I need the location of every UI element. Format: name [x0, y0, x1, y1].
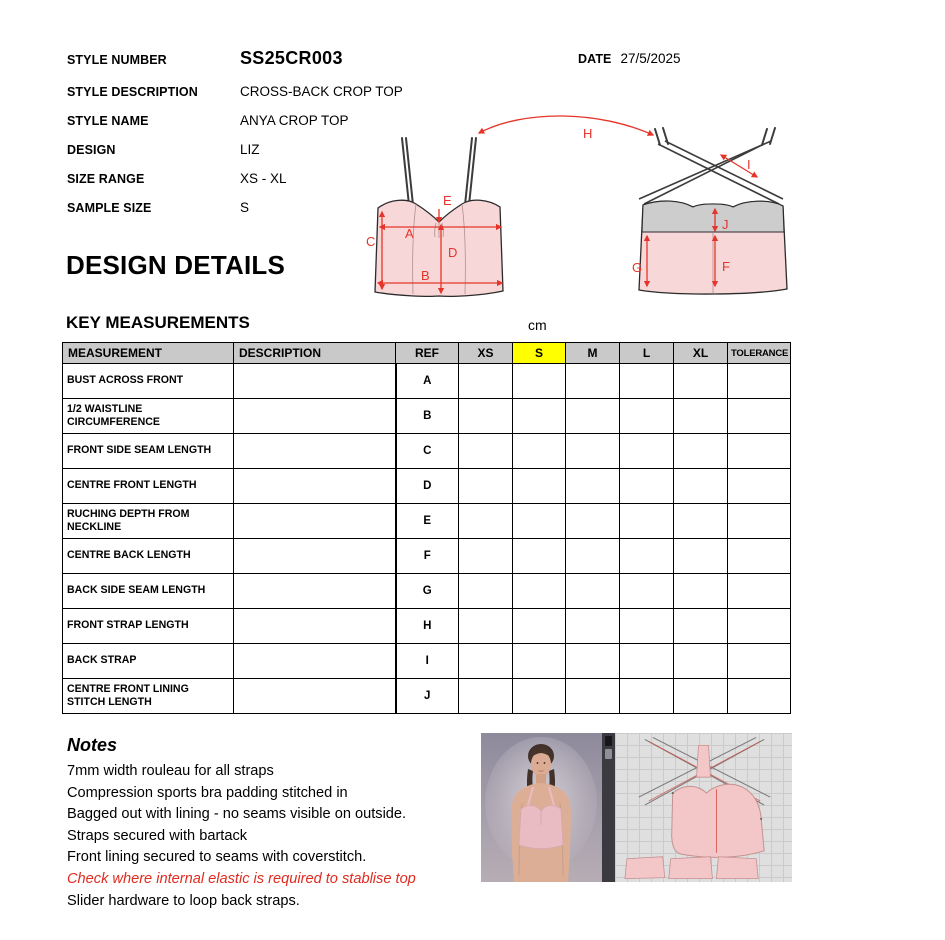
- ref-cell: J: [396, 679, 459, 714]
- col-description: DESCRIPTION: [234, 343, 396, 364]
- size-cell-xl[interactable]: [674, 399, 728, 434]
- size-cell-xs[interactable]: [459, 364, 513, 399]
- size-cell-xl[interactable]: [674, 469, 728, 504]
- size-cell-l[interactable]: [620, 679, 674, 714]
- size-cell-l[interactable]: [620, 539, 674, 574]
- tolerance-cell[interactable]: [728, 434, 791, 469]
- design-value: LIZ: [240, 142, 260, 157]
- avatar-3d-render: [481, 733, 602, 882]
- size-cell-l[interactable]: [620, 609, 674, 644]
- ref-cell: A: [396, 364, 459, 399]
- flats-svg: [355, 105, 800, 305]
- tolerance-cell[interactable]: [728, 609, 791, 644]
- design-label: DESIGN: [67, 143, 116, 157]
- flat-label-h: H: [583, 126, 593, 141]
- col-tolerance: TOLERANCE: [728, 343, 791, 364]
- measurement-name: CENTRE FRONT LINING STITCH LENGTH: [63, 679, 234, 714]
- size-cell-m[interactable]: [566, 469, 620, 504]
- size-cell-l[interactable]: [620, 469, 674, 504]
- style-description-label: STYLE DESCRIPTION: [67, 85, 198, 99]
- measurement-unit: cm: [528, 317, 547, 333]
- field-design: [67, 142, 260, 157]
- notes-title: Notes: [67, 735, 118, 755]
- field-size-range: [67, 171, 287, 186]
- col-measurement: MEASUREMENT: [63, 343, 234, 364]
- size-cell-s[interactable]: [513, 539, 566, 574]
- ref-cell: G: [396, 574, 459, 609]
- description-cell[interactable]: [234, 364, 396, 399]
- ref-cell: I: [396, 644, 459, 679]
- measurement-name: BACK SIDE SEAM LENGTH: [63, 574, 234, 609]
- tolerance-cell[interactable]: [728, 679, 791, 714]
- size-cell-xl[interactable]: [674, 574, 728, 609]
- render-3d-panel: [481, 733, 602, 882]
- table-row: [63, 574, 791, 609]
- field-sample-size: [67, 200, 249, 215]
- measurement-name: 1/2 WAISTLINE CIRCUMFERENCE: [63, 399, 234, 434]
- ref-cell: F: [396, 539, 459, 574]
- size-cell-s[interactable]: [513, 469, 566, 504]
- toolbar-tool-icon[interactable]: [605, 749, 612, 759]
- note-line-warning: Check where internal elastic is required to stablise top: [67, 870, 416, 887]
- flat-label-j: J: [722, 217, 729, 232]
- flat-label-f: F: [722, 259, 730, 274]
- size-cell-xs[interactable]: [459, 644, 513, 679]
- measurement-name: FRONT STRAP LENGTH: [63, 609, 234, 644]
- measurement-name: BUST ACROSS FRONT: [63, 364, 234, 399]
- description-cell[interactable]: [234, 434, 396, 469]
- style-name-label: STYLE NAME: [67, 114, 149, 128]
- size-cell-xs[interactable]: [459, 399, 513, 434]
- key-measurements-title: KEY MEASUREMENTS: [66, 313, 250, 332]
- notes-section: [67, 735, 477, 912]
- style-description-value: CROSS-BACK CROP TOP: [240, 84, 403, 99]
- size-cell-s[interactable]: [513, 609, 566, 644]
- tolerance-cell[interactable]: [728, 504, 791, 539]
- size-range-value: XS - XL: [240, 171, 287, 186]
- size-cell-xl[interactable]: [674, 434, 728, 469]
- ref-cell: B: [396, 399, 459, 434]
- description-cell[interactable]: [234, 399, 396, 434]
- size-cell-l[interactable]: [620, 364, 674, 399]
- style-name-value: ANYA CROP TOP: [240, 113, 349, 128]
- note-line: 7mm width rouleau for all straps: [67, 763, 274, 779]
- flat-label-i: I: [747, 157, 751, 172]
- flat-label-c: C: [366, 234, 376, 249]
- note-line: Front lining secured to seams with coverstitch.: [67, 849, 367, 866]
- size-cell-m[interactable]: [566, 364, 620, 399]
- size-cell-m[interactable]: [566, 399, 620, 434]
- garment-flat-sketches: [355, 105, 800, 305]
- description-cell[interactable]: [234, 609, 396, 644]
- size-cell-xs[interactable]: [459, 469, 513, 504]
- flat-label-g: G: [632, 260, 643, 275]
- tolerance-cell[interactable]: [728, 539, 791, 574]
- table-row: [63, 434, 791, 469]
- field-style-name: [67, 113, 349, 128]
- description-cell[interactable]: [234, 469, 396, 504]
- toolbar-zipper-icon[interactable]: [605, 736, 612, 746]
- back-view-flat: [639, 128, 787, 294]
- flat-label-b: B: [421, 268, 430, 283]
- table-row: [63, 469, 791, 504]
- description-cell[interactable]: [234, 574, 396, 609]
- col-l: L: [620, 343, 674, 364]
- size-cell-s[interactable]: [513, 574, 566, 609]
- size-cell-s[interactable]: [513, 434, 566, 469]
- size-cell-s[interactable]: [513, 364, 566, 399]
- size-cell-s[interactable]: [513, 679, 566, 714]
- table-row: [63, 364, 791, 399]
- table-row: [63, 539, 791, 574]
- size-cell-l[interactable]: [620, 574, 674, 609]
- size-cell-xl[interactable]: [674, 679, 728, 714]
- table-row: [63, 609, 791, 644]
- sample-size-value: S: [240, 200, 250, 215]
- size-cell-m[interactable]: [566, 574, 620, 609]
- date-label: DATE: [578, 52, 612, 66]
- col-xs: XS: [459, 343, 513, 364]
- size-cell-m[interactable]: [566, 679, 620, 714]
- size-cell-s[interactable]: [513, 399, 566, 434]
- description-cell[interactable]: [234, 679, 396, 714]
- pattern-pieces: [615, 733, 792, 882]
- page-title: DESIGN DETAILS: [66, 250, 286, 280]
- size-cell-xl[interactable]: [674, 644, 728, 679]
- size-cell-xs[interactable]: [459, 679, 513, 714]
- field-date: [578, 51, 681, 66]
- size-cell-xs[interactable]: [459, 609, 513, 644]
- size-cell-m[interactable]: [566, 504, 620, 539]
- col-m: M: [566, 343, 620, 364]
- size-cell-m[interactable]: [566, 539, 620, 574]
- measurement-name: CENTRE BACK LENGTH: [63, 539, 234, 574]
- ref-cell: D: [396, 469, 459, 504]
- size-cell-xs[interactable]: [459, 539, 513, 574]
- ref-cell: C: [396, 434, 459, 469]
- measurement-name: CENTRE FRONT LENGTH: [63, 469, 234, 504]
- date-value: 27/5/2025: [620, 51, 681, 66]
- note-line: Compression sports bra padding stitched in: [67, 784, 348, 801]
- size-cell-m[interactable]: [566, 434, 620, 469]
- style-number-label: STYLE NUMBER: [67, 53, 167, 67]
- description-cell[interactable]: [234, 644, 396, 679]
- size-cell-xl[interactable]: [674, 539, 728, 574]
- note-line: Slider hardware to loop back straps.: [67, 892, 300, 909]
- description-cell[interactable]: [234, 504, 396, 539]
- table-row: [63, 644, 791, 679]
- col-xl: XL: [674, 343, 728, 364]
- tolerance-cell[interactable]: [728, 574, 791, 609]
- note-line: Straps secured with bartack: [67, 827, 248, 844]
- table-header-row: [63, 343, 791, 364]
- table-row: [63, 399, 791, 434]
- tolerance-cell[interactable]: [728, 644, 791, 679]
- ref-cell: E: [396, 504, 459, 539]
- description-cell[interactable]: [234, 539, 396, 574]
- size-cell-xs[interactable]: [459, 574, 513, 609]
- size-cell-m[interactable]: [566, 644, 620, 679]
- tolerance-cell[interactable]: [728, 364, 791, 399]
- flat-label-e: E: [443, 193, 452, 208]
- size-cell-l[interactable]: [620, 504, 674, 539]
- table-row: [63, 504, 791, 539]
- measurement-name: RUCHING DEPTH FROM NECKLINE: [63, 504, 234, 539]
- col-s-sample-size: S: [513, 343, 566, 364]
- field-style-description: [67, 84, 403, 99]
- pattern-panel: [615, 733, 792, 882]
- size-cell-xs[interactable]: [459, 434, 513, 469]
- tolerance-cell[interactable]: [728, 469, 791, 504]
- size-cell-xs[interactable]: [459, 504, 513, 539]
- note-line: Bagged out with lining - no seams visible on outside.: [67, 806, 407, 823]
- ref-cell: H: [396, 609, 459, 644]
- key-measurements-table: [62, 342, 791, 714]
- size-cell-l[interactable]: [620, 434, 674, 469]
- table-row: [63, 679, 791, 714]
- size-cell-xl[interactable]: [674, 364, 728, 399]
- size-cell-xl[interactable]: [674, 504, 728, 539]
- size-cell-l[interactable]: [620, 644, 674, 679]
- measurement-name: FRONT SIDE SEAM LENGTH: [63, 434, 234, 469]
- size-cell-xl[interactable]: [674, 609, 728, 644]
- software-toolbar: [602, 733, 615, 882]
- size-cell-s[interactable]: [513, 504, 566, 539]
- field-style-number: [67, 48, 343, 69]
- measurement-name: BACK STRAP: [63, 644, 234, 679]
- flat-label-d: D: [448, 245, 458, 260]
- size-cell-s[interactable]: [513, 644, 566, 679]
- sample-size-label: SAMPLE SIZE: [67, 201, 152, 215]
- flat-label-a: A: [405, 226, 414, 241]
- size-cell-m[interactable]: [566, 609, 620, 644]
- size-cell-l[interactable]: [620, 399, 674, 434]
- tolerance-cell[interactable]: [728, 399, 791, 434]
- col-ref: REF: [396, 343, 459, 364]
- size-range-label: SIZE RANGE: [67, 172, 145, 186]
- style-number-value: SS25CR003: [240, 48, 343, 68]
- software-screenshot: [481, 733, 792, 882]
